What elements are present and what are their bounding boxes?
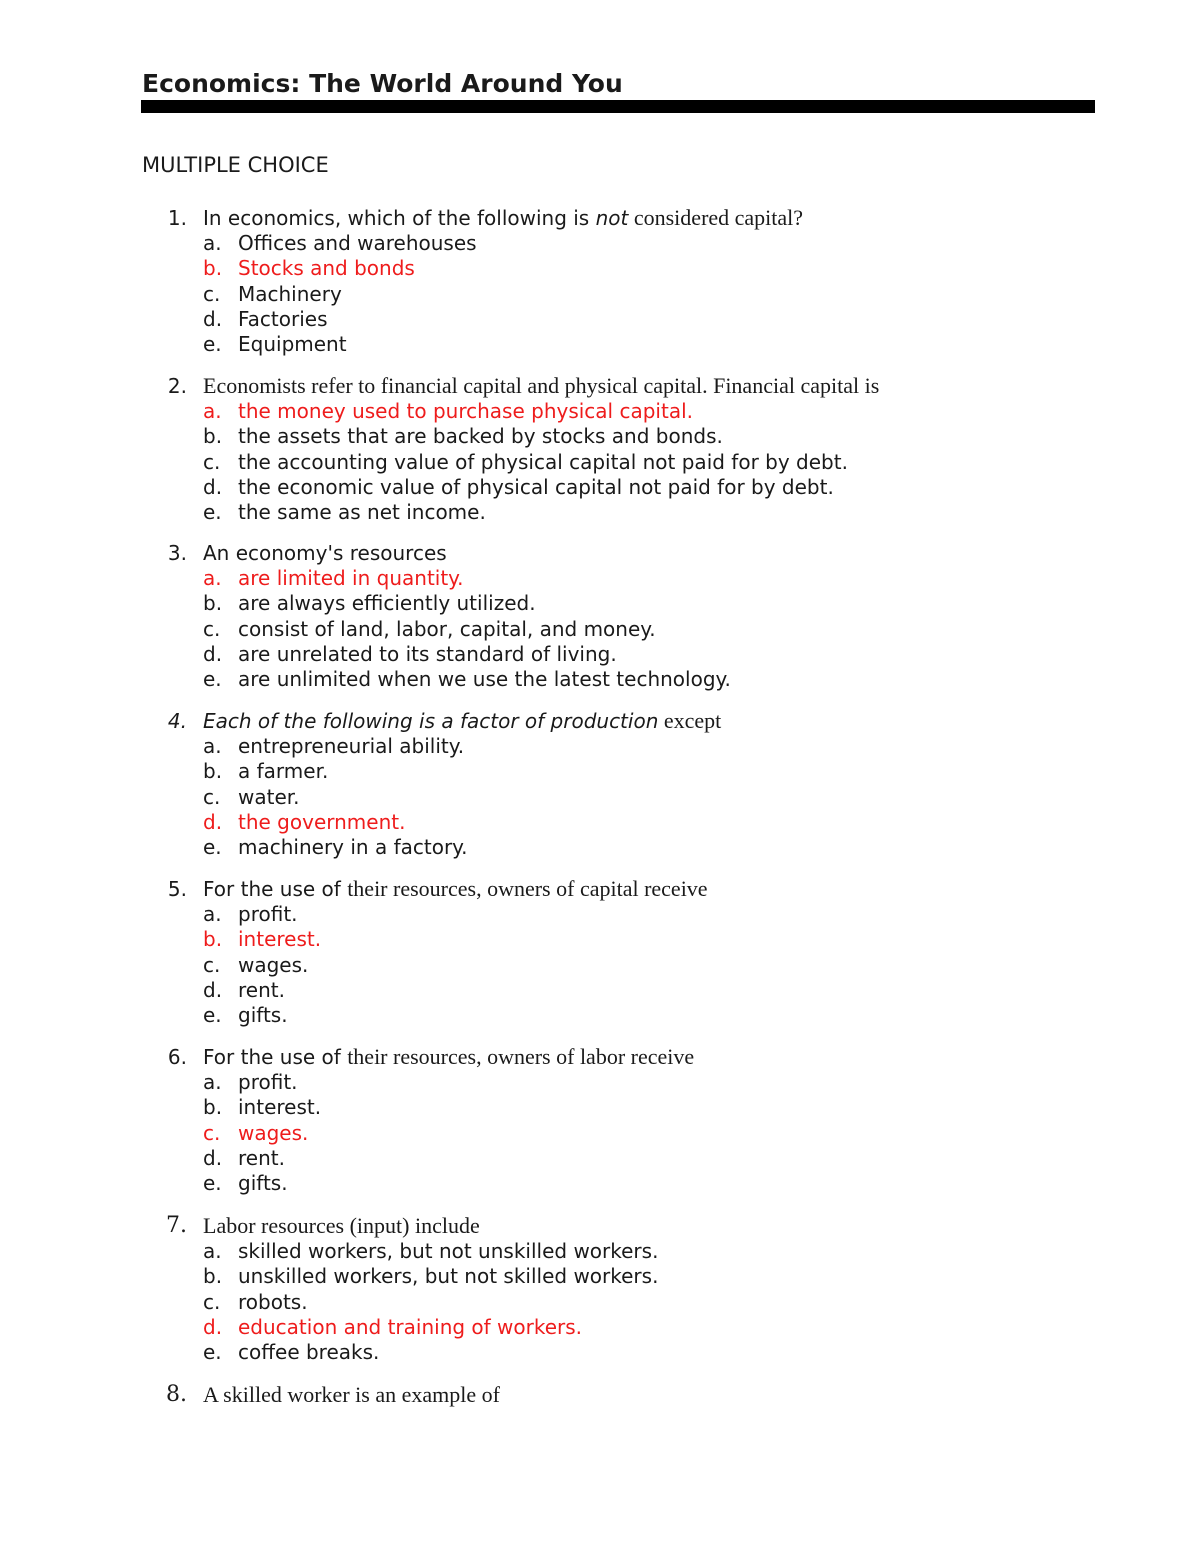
question-1: [0, 205, 1200, 231]
correct-answer-option: [0, 809, 1200, 835]
answer-option: [0, 784, 1200, 810]
answer-option: [0, 1094, 1200, 1120]
correct-answer-option: [0, 1314, 1200, 1340]
answer-option: [0, 1002, 1200, 1028]
option-text: interest.: [238, 927, 322, 952]
correct-answer-option: [0, 565, 1200, 591]
option-text: the accounting value of physical capital not paid for by debt.: [238, 449, 848, 474]
answer-option: [0, 306, 1200, 332]
option-label: c.: [203, 1120, 221, 1145]
question-2: [0, 373, 1200, 399]
answer-option: [0, 1238, 1200, 1264]
option-label: e.: [203, 1003, 222, 1027]
section-heading: MULTIPLE CHOICE: [142, 153, 329, 177]
correct-answer-option: [0, 255, 1200, 281]
option-text: machinery in a factory.: [238, 835, 468, 859]
option-text: Offices and warehouses: [238, 231, 477, 256]
option-text: profit.: [238, 1070, 298, 1095]
option-text: wages.: [238, 952, 309, 977]
question-text-part: For the use of: [203, 877, 348, 901]
option-text: the economic value of physical capital not paid for by debt.: [238, 474, 834, 499]
option-label: d.: [203, 977, 223, 1002]
option-label: e.: [203, 332, 222, 356]
option-text: robots.: [238, 1289, 308, 1314]
question-text-part: not: [595, 206, 629, 230]
question-text-part: A skilled worker is an example of: [203, 1382, 500, 1407]
answer-option: [0, 616, 1200, 642]
option-label: b.: [203, 591, 223, 616]
answer-option: [0, 1339, 1200, 1365]
option-text: the money used to purchase physical capital.: [238, 399, 693, 424]
answer-option: [0, 1069, 1200, 1095]
answer-option: [0, 281, 1200, 307]
answer-option: [0, 977, 1200, 1003]
question-text-part: An economy's resources: [203, 541, 447, 565]
question-text-part: their resources, owners of labor receive: [347, 1044, 695, 1069]
question-text-part: their resources, owners of capital receive: [347, 876, 708, 901]
option-text: wages.: [238, 1120, 309, 1145]
answer-option: [0, 733, 1200, 759]
option-text: water.: [238, 784, 300, 809]
option-label: e.: [203, 835, 222, 859]
option-label: d.: [203, 1145, 223, 1170]
answer-option: [0, 449, 1200, 475]
option-text: the assets that are backed by stocks and bonds.: [238, 424, 723, 449]
option-text: rent.: [238, 977, 285, 1002]
option-text: education and training of workers.: [238, 1314, 583, 1339]
question-number: 3.: [167, 541, 187, 565]
question-text: [203, 1044, 694, 1071]
answer-option: [0, 952, 1200, 978]
option-text: rent.: [238, 1145, 285, 1170]
option-text: entrepreneurial ability.: [238, 734, 465, 759]
question-text-part: For the use of: [203, 1045, 348, 1069]
option-label: b.: [203, 1264, 223, 1289]
question-text: [203, 205, 803, 232]
question-text-part: Economists refer to financial capital and physical capital. Financial capital is: [203, 373, 880, 398]
option-text: skilled workers, but not unskilled workers.: [238, 1239, 659, 1264]
option-text: are always efficiently utilized.: [238, 591, 536, 616]
document-title: Economics: The World Around You: [142, 69, 623, 98]
option-text: a farmer.: [238, 759, 329, 784]
answer-option: [0, 1170, 1200, 1196]
option-label: e.: [203, 1340, 222, 1364]
option-label: c.: [203, 616, 221, 641]
option-label: d.: [203, 809, 223, 834]
option-label: d.: [203, 306, 223, 331]
question-text: [203, 708, 721, 735]
question-text-part: Each of the following is a factor of production: [203, 709, 659, 733]
option-label: c.: [203, 952, 221, 977]
option-label: d.: [203, 474, 223, 499]
option-text: the government.: [238, 809, 406, 834]
option-text: Machinery: [238, 281, 342, 306]
option-text: are unlimited when we use the latest technology.: [238, 667, 731, 691]
question-text: [203, 373, 879, 400]
correct-answer-option: [0, 1120, 1200, 1146]
option-label: a.: [203, 902, 222, 927]
option-label: e.: [203, 1171, 222, 1195]
question-number: 1.: [167, 206, 187, 230]
option-text: interest.: [238, 1095, 322, 1120]
option-label: a.: [203, 734, 222, 759]
option-text: are limited in quantity.: [238, 566, 464, 591]
option-text: Factories: [238, 306, 328, 331]
option-label: b.: [203, 424, 223, 449]
question-text-part: except: [658, 708, 722, 733]
option-label: c.: [203, 784, 221, 809]
option-label: a.: [203, 1070, 222, 1095]
option-text: Equipment: [238, 332, 347, 356]
option-text: gifts.: [238, 1171, 288, 1195]
question-3: [0, 540, 1200, 566]
option-label: c.: [203, 449, 221, 474]
option-label: d.: [203, 1314, 223, 1339]
question-4: [0, 708, 1200, 734]
question-number: 8.: [166, 1382, 187, 1407]
answer-option: [0, 758, 1200, 784]
question-text-part: Labor resources (input) include: [203, 1213, 480, 1238]
answer-option: [0, 331, 1200, 357]
correct-answer-option: [0, 398, 1200, 424]
option-text: Stocks and bonds: [238, 256, 415, 281]
answer-option: [0, 1145, 1200, 1171]
option-label: a.: [203, 231, 222, 256]
answer-option: [0, 1289, 1200, 1315]
answer-option: [0, 499, 1200, 525]
option-label: e.: [203, 500, 222, 524]
option-label: d.: [203, 641, 223, 666]
question-text-part: In economics, which of the following is: [203, 206, 596, 230]
question-number: 7.: [166, 1213, 187, 1238]
question-number: 6.: [167, 1045, 187, 1069]
answer-option: [0, 590, 1200, 616]
question-8: [0, 1382, 1200, 1408]
question-7: [0, 1213, 1200, 1239]
option-text: are unrelated to its standard of living.: [238, 641, 617, 666]
option-label: c.: [203, 1289, 221, 1314]
option-label: a.: [203, 566, 222, 591]
question-text: [203, 1213, 480, 1240]
question-text: [203, 540, 447, 567]
option-label: b.: [203, 759, 223, 784]
option-label: a.: [203, 1239, 222, 1264]
question-number: 4.: [167, 709, 187, 733]
option-text: consist of land, labor, capital, and money.: [238, 616, 656, 641]
question-6: [0, 1044, 1200, 1070]
option-text: unskilled workers, but not skilled workers.: [238, 1264, 659, 1289]
question-5: [0, 876, 1200, 902]
option-label: c.: [203, 281, 221, 306]
answer-option: [0, 423, 1200, 449]
title-rule: [141, 100, 1095, 113]
question-text: [203, 1382, 500, 1409]
question-text: [203, 876, 708, 903]
option-text: profit.: [238, 902, 298, 927]
question-number: 2.: [167, 374, 187, 398]
answer-option: [0, 901, 1200, 927]
answer-option: [0, 666, 1200, 692]
correct-answer-option: [0, 926, 1200, 952]
option-label: b.: [203, 256, 223, 281]
answer-option: [0, 1263, 1200, 1289]
option-label: a.: [203, 399, 222, 424]
question-number: 5.: [167, 877, 187, 901]
option-label: e.: [203, 667, 222, 691]
answer-option: [0, 834, 1200, 860]
answer-option: [0, 230, 1200, 256]
option-label: b.: [203, 1095, 223, 1120]
answer-option: [0, 474, 1200, 500]
question-text-part: considered capital?: [628, 205, 804, 230]
option-label: b.: [203, 927, 223, 952]
option-text: gifts.: [238, 1003, 288, 1027]
option-text: coffee breaks.: [238, 1340, 380, 1364]
option-text: the same as net income.: [238, 500, 486, 524]
answer-option: [0, 641, 1200, 667]
